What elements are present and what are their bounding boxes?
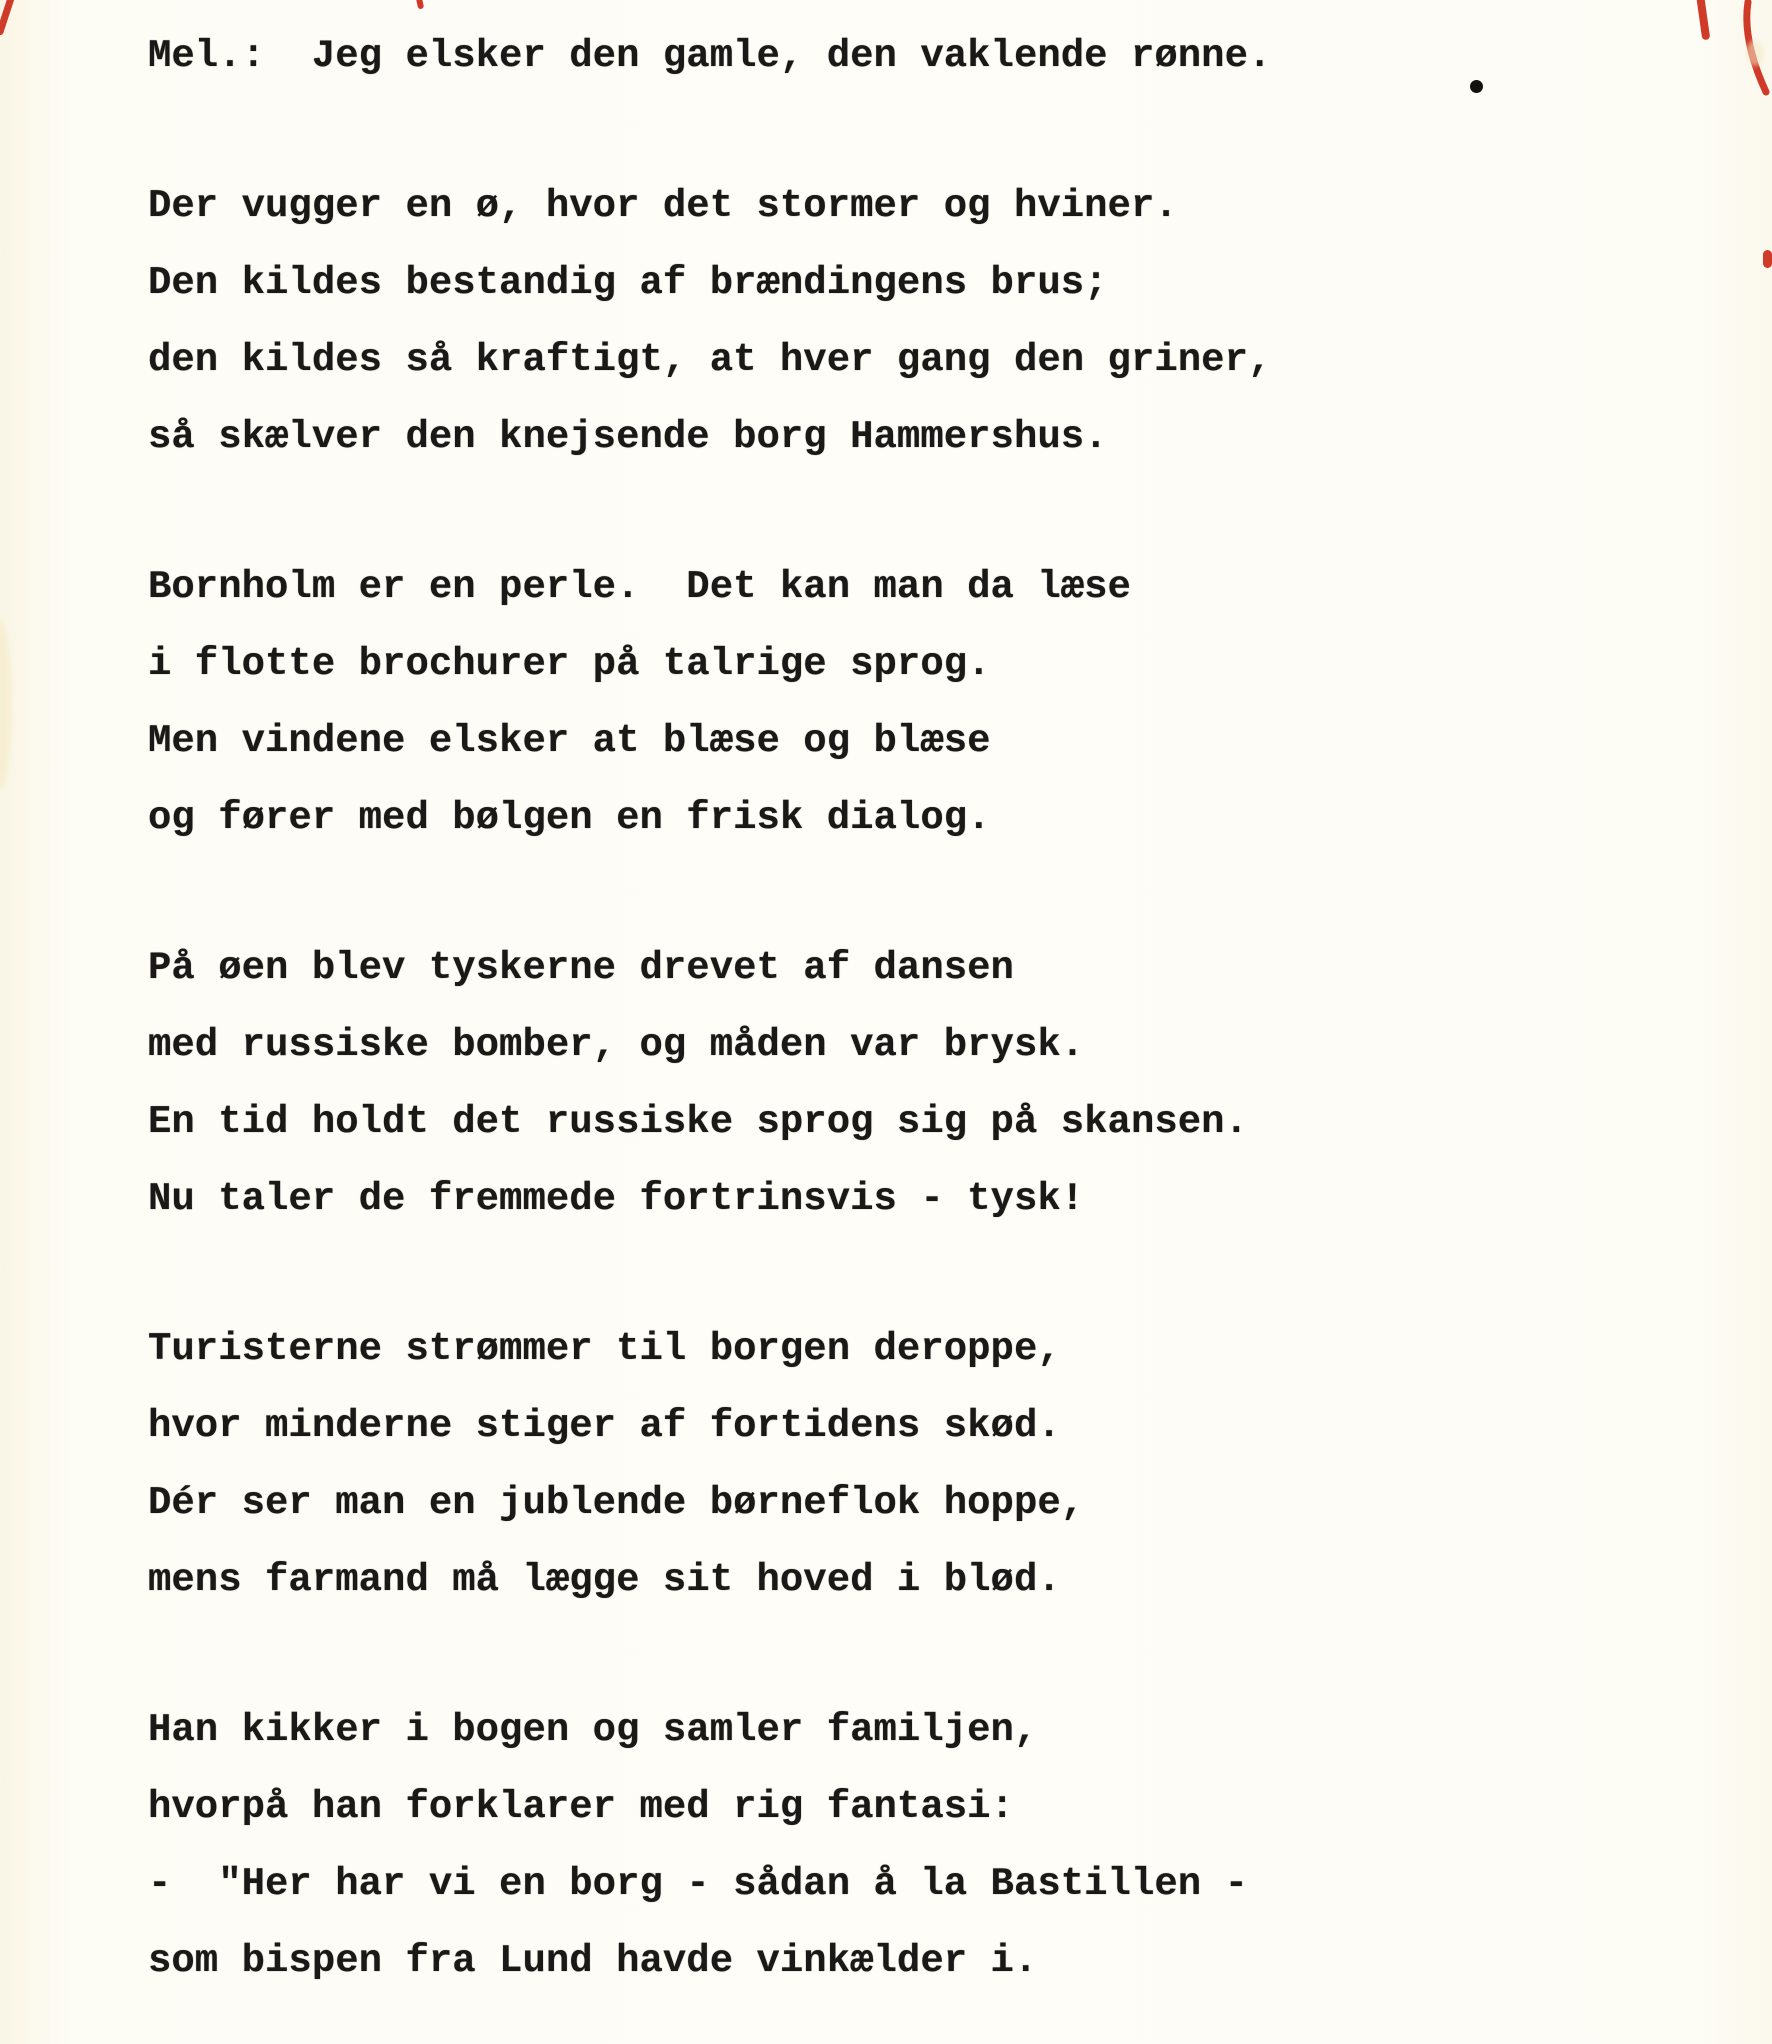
poem-line: hvor minderne stiger af fortidens skød. [148, 1404, 1061, 1448]
poem-line: med russiske bomber, og måden var brysk. [148, 1023, 1085, 1067]
poem-line: så skælver den knejsende borg Hammershus. [148, 415, 1108, 459]
poem-line: Han kikker i bogen og samler familjen, [148, 1708, 1038, 1752]
stanza-5 [148, 1692, 1732, 2000]
poem-line: hvorpå han forklarer med rig fantasi: [148, 1785, 1014, 1829]
black-ink-speck [1470, 80, 1483, 93]
poem-line: Den kildes bestandig af brændingens brus; [148, 261, 1108, 305]
poem-line: Der vugger en ø, hvor det stormer og hviner. [148, 184, 1178, 228]
red-ink-mark-top-left [0, 0, 15, 36]
red-ink-dot-right-edge [1763, 250, 1772, 268]
poem-line: Dér ser man en jublende børneflok hoppe, [148, 1481, 1085, 1525]
stanza-2 [148, 549, 1732, 857]
poem-line: Turisterne strømmer til borgen deroppe, [148, 1327, 1061, 1371]
poem-line: i flotte brochurer på talrige sprog. [148, 642, 991, 686]
paper-smudge [0, 620, 12, 790]
poem-line: På øen blev tyskerne drevet af dansen [148, 946, 1014, 990]
poem-line: Men vindene elsker at blæse og blæse [148, 719, 991, 763]
poem-line: mens farmand må lægge sit hoved i blød. [148, 1558, 1061, 1602]
melody-line: Mel.: Jeg elsker den gamle, den vaklende rønne. [148, 34, 1272, 78]
poem-line: Nu taler de fremmede fortrinsvis - tysk! [148, 1177, 1085, 1221]
stanza-4 [148, 1311, 1732, 1619]
poem-line: som bispen fra Lund havde vinkælder i. [148, 1939, 1038, 1983]
poem-line: den kildes så kraftigt, at hver gang den griner, [148, 338, 1272, 382]
poem-text [148, 18, 1732, 2000]
red-ink-mark-top [416, 0, 424, 9]
stanza-3 [148, 930, 1732, 1238]
poem-line: - "Her har vi en borg - sådan å la Bastillen - [148, 1862, 1248, 1906]
poem-line: En tid holdt det russiske sprog sig på skansen. [148, 1100, 1248, 1144]
stanza-1 [148, 168, 1732, 476]
poem-line: Bornholm er en perle. Det kan man da læse [148, 565, 1131, 609]
poem-line: og fører med bølgen en frisk dialog. [148, 796, 991, 840]
paper-smudge [1746, 40, 1764, 66]
